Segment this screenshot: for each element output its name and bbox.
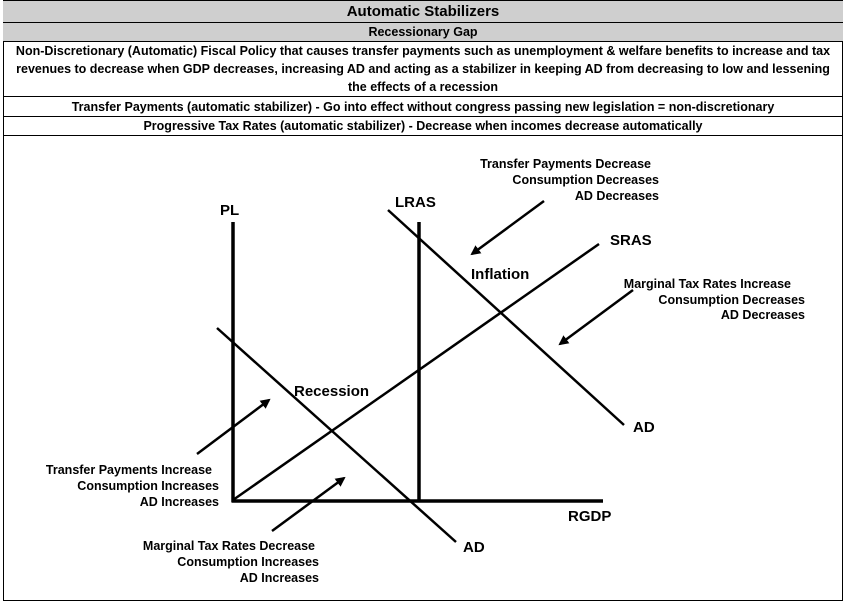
annotation-inflation-tax	[624, 277, 805, 322]
annotation-recession-tax	[143, 539, 319, 585]
ad-recession-label: AD	[463, 539, 485, 556]
svg-text:Transfer Payments Decrease: Transfer Payments Decrease	[480, 157, 651, 171]
page-title: Automatic Stabilizers	[3, 0, 843, 23]
x-axis-label: RGDP	[568, 508, 612, 525]
description-text: Non-Discretionary (Automatic) Fiscal Policy that causes transfer payments such as unemployment & welfare benefits to increase and tax revenues to decrease when GDP decreases, increasing AD and acting as a stabilizer in keeping AD from decreasing to low and lessening the effects of a recession	[3, 42, 843, 97]
svg-text:Consumption Increases: Consumption Increases	[177, 555, 319, 569]
annotation-recession-transfer	[46, 463, 219, 509]
svg-text:AD Increases: AD Increases	[139, 495, 219, 509]
sras-label: SRAS	[610, 232, 652, 249]
svg-text:AD Decreases: AD Decreases	[574, 189, 659, 203]
svg-text:Marginal Tax Rates Increase: Marginal Tax Rates Increase	[623, 277, 791, 291]
ad-inflation-curve	[388, 210, 624, 425]
arrow-inflation-transfer-icon	[472, 201, 544, 254]
svg-text:Consumption Decreases: Consumption Decreases	[512, 173, 659, 187]
svg-text:AD Increases: AD Increases	[239, 571, 319, 585]
svg-text:Consumption Decreases: Consumption Decreases	[658, 293, 805, 307]
lras-label: LRAS	[395, 194, 436, 211]
recession-region-label: Recession	[294, 383, 370, 400]
arrow-inflation-tax-icon	[560, 290, 633, 344]
progressive-tax-note: Progressive Tax Rates (automatic stabilizer) - Decrease when incomes decrease automatically	[3, 117, 843, 136]
svg-text:AD Decreases: AD Decreases	[720, 308, 805, 322]
arrow-recession-tax-icon	[272, 478, 344, 531]
section-subtitle: Recessionary Gap	[3, 23, 843, 42]
annotation-inflation-transfer	[480, 157, 659, 203]
y-axis-label: PL	[220, 202, 240, 219]
sras-curve	[233, 244, 599, 500]
svg-text:Marginal Tax Rates Decrease: Marginal Tax Rates Decrease	[142, 539, 315, 553]
svg-text:Transfer Payments Increase: Transfer Payments Increase	[45, 463, 212, 477]
svg-text:Consumption Increases: Consumption Increases	[77, 479, 219, 493]
inflation-region-label: Inflation	[471, 266, 530, 283]
transfer-payments-note: Transfer Payments (automatic stabilizer) - Go into effect without congress passing new legislation = non-discretionary	[3, 97, 843, 117]
ad-inflation-label: AD	[633, 419, 655, 436]
